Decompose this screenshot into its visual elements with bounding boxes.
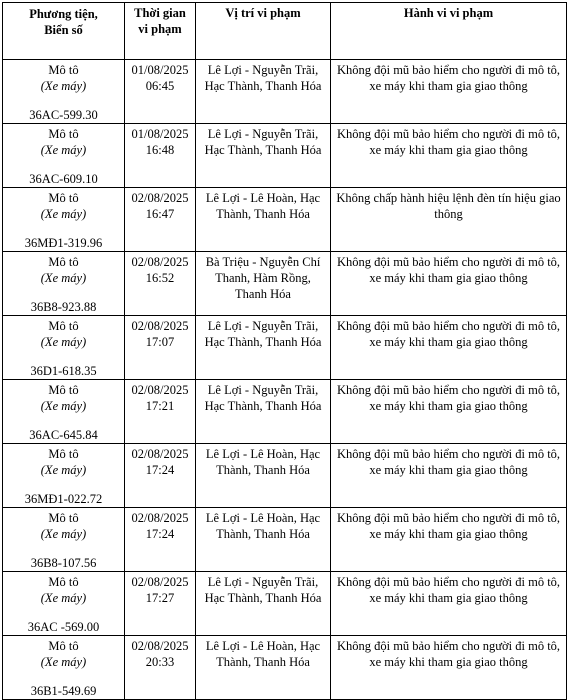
location-cell: Bà Triệu - Nguyễn Chí Thanh, Hàm Rồng, Thanh Hóa	[196, 252, 331, 316]
table-row	[3, 60, 567, 124]
vehicle-subtype: (Xe máy)	[40, 591, 87, 605]
header-time-line1: Thời gian	[134, 6, 186, 20]
location-cell: Lê Lợi - Lê Hoàn, Hạc Thành, Thanh Hóa	[196, 636, 331, 700]
violation-time: 16:47	[145, 207, 175, 221]
violation-time: 17:07	[145, 335, 175, 349]
vehicle-subtype: (Xe máy)	[40, 335, 87, 349]
violation-date: 01/08/2025	[131, 63, 189, 77]
vehicle-type: Mô tô	[48, 319, 79, 333]
header-time	[125, 3, 196, 60]
vehicle-cell	[3, 636, 125, 700]
vehicle-cell	[3, 124, 125, 188]
vehicle-type: Mô tô	[48, 511, 79, 525]
vehicle-subtype: (Xe máy)	[40, 527, 87, 541]
violation-cell: Không đội mũ bảo hiểm cho người đi mô tô, xe máy khi tham gia giao thông	[331, 508, 567, 572]
violation-date: 02/08/2025	[131, 511, 189, 525]
header-time-line2: vi phạm	[138, 22, 182, 36]
plate-number: 36D1-618.35	[30, 364, 97, 378]
vehicle-cell	[3, 60, 125, 124]
violation-cell: Không đội mũ bảo hiểm cho người đi mô tô, xe máy khi tham gia giao thông	[331, 444, 567, 508]
violation-date: 01/08/2025	[131, 127, 189, 141]
time-cell	[125, 636, 196, 700]
plate-number: 36B8-923.88	[30, 300, 97, 314]
location-cell: Lê Lợi - Nguyễn Trãi, Hạc Thành, Thanh Hóa	[196, 60, 331, 124]
header-location	[196, 3, 331, 60]
time-cell	[125, 252, 196, 316]
location-cell: Lê Lợi - Nguyễn Trãi, Hạc Thành, Thanh Hóa	[196, 572, 331, 636]
vehicle-cell	[3, 572, 125, 636]
vehicle-subtype: (Xe máy)	[40, 143, 87, 157]
time-cell	[125, 188, 196, 252]
time-cell	[125, 60, 196, 124]
violation-time: 06:45	[145, 79, 175, 93]
header-location-line1: Vị trí vi phạm	[225, 6, 301, 20]
vehicle-subtype: (Xe máy)	[40, 207, 87, 221]
violation-cell: Không đội mũ bảo hiểm cho người đi mô tô, xe máy khi tham gia giao thông	[331, 380, 567, 444]
header-violation	[331, 3, 567, 60]
table-row	[3, 316, 567, 380]
vehicle-type: Mô tô	[48, 255, 79, 269]
time-cell	[125, 444, 196, 508]
plate-number: 36AC-609.10	[29, 172, 98, 186]
time-cell	[125, 124, 196, 188]
vehicle-subtype: (Xe máy)	[40, 271, 87, 285]
violation-date: 02/08/2025	[131, 447, 189, 461]
violation-cell: Không chấp hành hiệu lệnh đèn tín hiệu giao thông	[331, 188, 567, 252]
table-row	[3, 508, 567, 572]
vehicle-type: Mô tô	[48, 191, 79, 205]
violation-time: 17:27	[145, 591, 175, 605]
table-row	[3, 444, 567, 508]
violation-time: 16:48	[145, 143, 175, 157]
plate-number: 36MĐ1-022.72	[24, 492, 103, 506]
plate-number: 36MĐ1-319.96	[24, 236, 103, 250]
violation-cell: Không đội mũ bảo hiểm cho người đi mô tô, xe máy khi tham gia giao thông	[331, 572, 567, 636]
header-row	[3, 3, 567, 60]
violation-cell: Không đội mũ bảo hiểm cho người đi mô tô, xe máy khi tham gia giao thông	[331, 60, 567, 124]
plate-number: 36B1-549.69	[30, 684, 97, 698]
location-cell: Lê Lợi - Lê Hoàn, Hạc Thành, Thanh Hóa	[196, 188, 331, 252]
location-cell: Lê Lợi - Lê Hoàn, Hạc Thành, Thanh Hóa	[196, 508, 331, 572]
location-cell: Lê Lợi - Lê Hoàn, Hạc Thành, Thanh Hóa	[196, 444, 331, 508]
violation-date: 02/08/2025	[131, 575, 189, 589]
violation-date: 02/08/2025	[131, 191, 189, 205]
vehicle-type: Mô tô	[48, 639, 79, 653]
table-row	[3, 572, 567, 636]
vehicle-cell	[3, 316, 125, 380]
location-cell: Lê Lợi - Nguyễn Trãi, Hạc Thành, Thanh Hóa	[196, 316, 331, 380]
vehicle-subtype: (Xe máy)	[40, 463, 87, 477]
header-vehicle	[3, 3, 125, 60]
table-row	[3, 188, 567, 252]
vehicle-cell	[3, 380, 125, 444]
violation-date: 02/08/2025	[131, 319, 189, 333]
time-cell	[125, 572, 196, 636]
table-row	[3, 252, 567, 316]
plate-number: 36AC -569.00	[27, 620, 100, 634]
plate-number: 36AC-599.30	[29, 108, 98, 122]
time-cell	[125, 316, 196, 380]
violation-cell: Không đội mũ bảo hiểm cho người đi mô tô, xe máy khi tham gia giao thông	[331, 124, 567, 188]
violation-cell: Không đội mũ bảo hiểm cho người đi mô tô, xe máy khi tham gia giao thông	[331, 316, 567, 380]
vehicle-cell	[3, 252, 125, 316]
vehicle-type: Mô tô	[48, 383, 79, 397]
violation-date: 02/08/2025	[131, 255, 189, 269]
table-row	[3, 124, 567, 188]
time-cell	[125, 508, 196, 572]
violation-time: 17:24	[145, 463, 175, 477]
violation-date: 02/08/2025	[131, 639, 189, 653]
vehicle-cell	[3, 444, 125, 508]
violation-date: 02/08/2025	[131, 383, 189, 397]
violation-time: 16:52	[145, 271, 175, 285]
vehicle-type: Mô tô	[48, 127, 79, 141]
time-cell	[125, 380, 196, 444]
vehicle-subtype: (Xe máy)	[40, 399, 87, 413]
header-violation-line1: Hành vi vi phạm	[403, 6, 494, 20]
table-row	[3, 380, 567, 444]
plate-number: 36AC-645.84	[29, 428, 98, 442]
table-row	[3, 636, 567, 700]
violation-cell: Không đội mũ bảo hiểm cho người đi mô tô, xe máy khi tham gia giao thông	[331, 636, 567, 700]
vehicle-type: Mô tô	[48, 447, 79, 461]
location-cell: Lê Lợi - Nguyễn Trãi, Hạc Thành, Thanh Hóa	[196, 380, 331, 444]
header-vehicle-line1: Phương tiện,	[29, 7, 98, 21]
vehicle-type: Mô tô	[48, 63, 79, 77]
vehicle-cell	[3, 188, 125, 252]
header-vehicle-line2: Biển số	[44, 23, 83, 37]
location-cell: Lê Lợi - Nguyễn Trãi, Hạc Thành, Thanh Hóa	[196, 124, 331, 188]
vehicle-cell	[3, 508, 125, 572]
plate-number: 36B8-107.56	[30, 556, 97, 570]
vehicle-subtype: (Xe máy)	[40, 79, 87, 93]
violation-time: 17:21	[145, 399, 175, 413]
vehicle-type: Mô tô	[48, 575, 79, 589]
violation-cell: Không đội mũ bảo hiểm cho người đi mô tô, xe máy khi tham gia giao thông	[331, 252, 567, 316]
violation-time: 20:33	[145, 655, 175, 669]
violations-table	[2, 2, 567, 700]
violation-time: 17:24	[145, 527, 175, 541]
vehicle-subtype: (Xe máy)	[40, 655, 87, 669]
